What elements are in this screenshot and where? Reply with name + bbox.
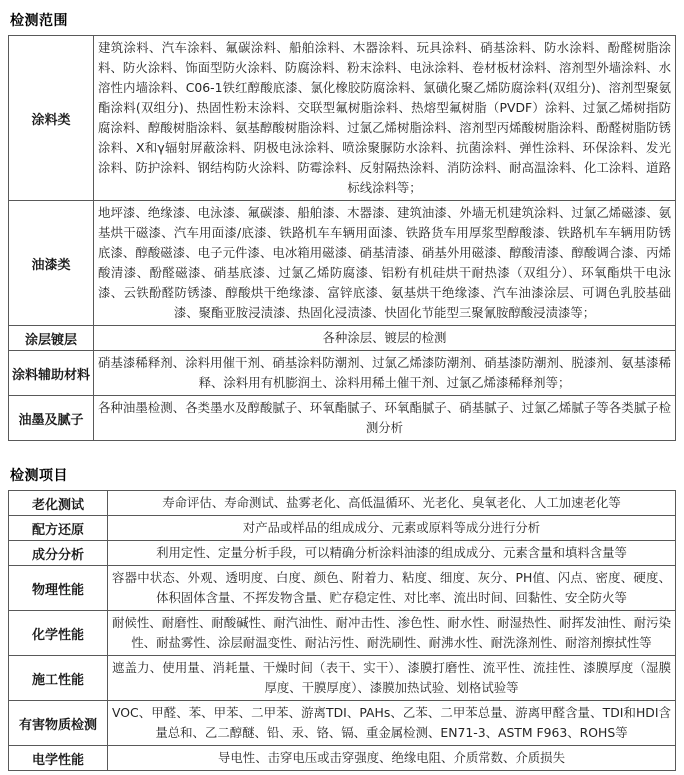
table-row-construction (9, 656, 676, 701)
row-content: 遮盖力、使用量、消耗量、干燥时间（表干、实干）、漆膜打磨性、流平性、流挂性、漆膜厚度（湿膜厚度、干膜厚度）、漆膜加热试验、划格试验等 (108, 656, 676, 701)
row-label: 化学性能 (9, 611, 108, 656)
row-label: 物理性能 (9, 566, 108, 611)
row-content: VOC、甲醛、苯、甲苯、二甲苯、游离TDI、PAHs、乙苯、二甲苯总量、游离甲醛含量、TDI和HDI含量总和、乙二醇醚、铅、汞、铬、镉、重金属检测、EN71-3、ASTM F963、ROHS等 (108, 701, 676, 746)
table-row-coatings (9, 36, 676, 201)
table-row-physical (9, 566, 676, 611)
table-row-electrical (9, 746, 676, 771)
table-row-aging (9, 491, 676, 516)
scope-section-title: 检测范围 (10, 13, 68, 29)
row-content: 对产品或样品的组成成分、元素或原料等成分进行分析 (108, 516, 676, 541)
row-label: 成分分析 (9, 541, 108, 566)
row-label: 老化测试 (9, 491, 108, 516)
items-table (8, 490, 676, 771)
row-label: 涂层镀层 (9, 326, 94, 351)
row-label: 涂料类 (9, 36, 94, 201)
row-label: 配方还原 (9, 516, 108, 541)
table-row-hazardous (9, 701, 676, 746)
table-row-paints (9, 201, 676, 326)
row-label: 油墨及腻子 (9, 396, 94, 441)
row-content: 建筑涂料、汽车涂料、氟碳涂料、船舶涂料、木器涂料、玩具涂料、硝基涂料、防水涂料、酚醛树脂涂料、防火涂料、饰面型防火涂料、防腐涂料、粉末涂料、电泳涂料、卷材板材涂料、溶剂型外墙涂料、水溶性内墙涂料、C06-1铁红醇酸底漆、氯化橡胶防腐涂料、氯磺化聚乙烯防腐涂料(双组分)、溶剂型聚氨酯涂料(双组分)、热固性粉末涂料、交联型氟树脂涂料、热熔型氟树脂（PVDF）涂料、过氯乙烯树指防腐涂料、醇酸树脂涂料、氨基醇酸树脂涂料、过氯乙烯树脂涂料、溶剂型丙烯酸树脂涂料、酚醛树脂防锈涂料、X和γ辐射屏蔽涂料、阴极电泳涂料、喷涂聚脲防水涂料、抗菌涂料、弹性涂料、环保涂料、发光涂料、防护涂料、钢结构防火涂料、防霉涂料、反射隔热涂料、消防涂料、耐高温涂料、化工涂料、道路标线涂料等； (94, 36, 676, 201)
row-content: 各种涂层、镀层的检测 (94, 326, 676, 351)
row-label: 涂料辅助材料 (9, 351, 94, 396)
row-content: 导电性、击穿电压或击穿强度、绝缘电阻、介质常数、介质损失 (108, 746, 676, 771)
row-label: 油漆类 (9, 201, 94, 326)
row-content: 寿命评估、寿命测试、盐雾老化、高低温循环、光老化、臭氧老化、人工加速老化等 (108, 491, 676, 516)
row-content: 利用定性、定量分析手段，可以精确分析涂料油漆的组成成分、元素含量和填料含量等 (108, 541, 676, 566)
row-content: 容器中状态、外观、透明度、白度、颜色、附着力、粘度、细度、灰分、PH值、闪点、密度、硬度、体积固体含量、不挥发物含量、贮存稳定性、对比率、流出时间、回黏性、安全防火等 (108, 566, 676, 611)
table-row-plating (9, 326, 676, 351)
row-label: 施工性能 (9, 656, 108, 701)
table-row-chemical (9, 611, 676, 656)
table-row-ink-putty (9, 396, 676, 441)
row-content: 耐候性、耐磨性、耐酸碱性、耐汽油性、耐冲击性、渗色性、耐水性、耐湿热性、耐挥发油性、耐污染性、耐盐雾性、涂层耐温变性、耐沾污性、耐洗刷性、耐沸水性、耐洗涤剂性、耐溶剂擦拭性等 (108, 611, 676, 656)
table-row-auxiliary (9, 351, 676, 396)
scope-table (8, 35, 676, 441)
table-row-composition (9, 541, 676, 566)
row-content: 各种油墨检测、各类墨水及醇酸腻子、环氧酯腻子、环氧酯腻子、硝基腻子、过氯乙烯腻子等各类腻子检测分析 (94, 396, 676, 441)
row-content: 硝基漆稀释剂、涂料用催干剂、硝基涂料防潮剂、过氯乙烯漆防潮剂、硝基漆防潮剂、脱漆剂、氨基漆稀释、涂料用有机膨润土、涂料用稀土催干剂、过氯乙烯漆稀释剂等； (94, 351, 676, 396)
row-label: 电学性能 (9, 746, 108, 771)
table-row-formula (9, 516, 676, 541)
items-section-title: 检测项目 (10, 468, 68, 484)
row-content: 地坪漆、绝缘漆、电泳漆、氟碳漆、船舶漆、木器漆、建筑油漆、外墙无机建筑涂料、过氯乙烯磁漆、氨基烘干磁漆、汽车用面漆/底漆、铁路机车车辆用面漆、铁路货车用厚浆型醇酸漆、铁路机车车辆用防锈底漆、醇酸磁漆、电子元件漆、电冰箱用磁漆、硝基清漆、硝基外用磁漆、醇酸清漆、醇酸调合漆、丙烯酸清漆、酚醛磁漆、硝基底漆、过氯乙烯防腐漆、铝粉有机硅烘干耐热漆（双组分）、环氧酯烘干电泳漆、云铁酚醛防锈漆、醇酸烘干绝缘漆、富锌底漆、氨基烘干绝缘漆、汽车油漆涂层、可调色乳胶基础漆、聚酯亚胺浸渍漆、热固化浸渍漆、快固化节能型三聚氰胺醇酸浸渍漆等； (94, 201, 676, 326)
row-label: 有害物质检测 (9, 701, 108, 746)
